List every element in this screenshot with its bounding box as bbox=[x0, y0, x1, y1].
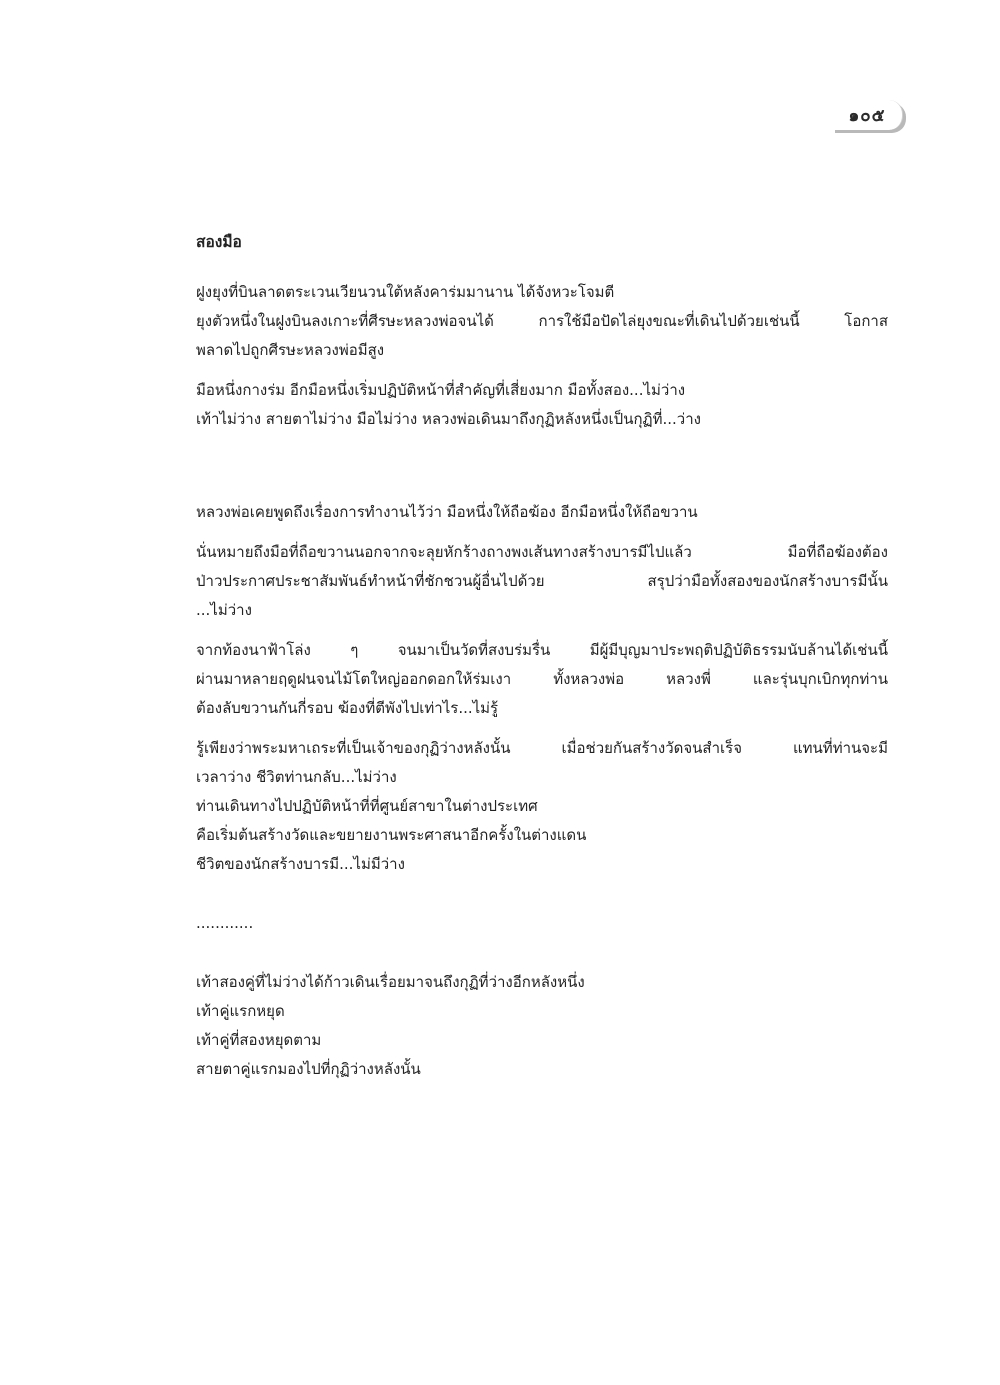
paragraph-3 bbox=[196, 498, 896, 527]
section-separator bbox=[196, 909, 896, 938]
text-line: เวลาว่าง ชีวิตท่านกลับ...ไม่ว่าง bbox=[196, 768, 397, 786]
article-title: สองมือ bbox=[196, 233, 242, 251]
text-line: สายตาคู่แรกมองไปที่กุฏิว่างหลังนั้น bbox=[196, 1060, 421, 1078]
text-line: หลวงพ่อเคยพูดถึงเรื่องการทำงานไว้ว่า มือหนึ่งให้ถือฆ้อง อีกมือหนึ่งให้ถือขวาน bbox=[196, 503, 698, 521]
text-line: ฝูงยุงที่บินลาดตระเวนเวียนวนใต้หลังคาร่มมานาน ได้จังหวะโจมตี bbox=[196, 283, 615, 301]
paragraph-2 bbox=[196, 376, 896, 434]
text-line: เท้าสองคู่ที่ไม่ว่างได้ก้าวเดินเรื่อยมาจนถึงกุฏิที่ว่างอีกหลังหนึ่ง bbox=[196, 973, 585, 991]
text-line: ท่านเดินทางไปปฏิบัติหน้าที่ที่ศูนย์สาขาในต่างประเทศ bbox=[196, 797, 538, 815]
text-line: เท้าคู่แรกหยุด bbox=[196, 1002, 285, 1020]
text-line: คือเริ่มต้นสร้างวัดและขยายงานพระศาสนาอีกครั้งในต่างแดน bbox=[196, 826, 587, 844]
text-line: ...ไม่ว่าง bbox=[196, 601, 252, 619]
text-line: นั่นหมายถึงมือที่ถือขวานนอกจากจะลุยหักร้างถางพงเส้นทางสร้างบารมีไปแล้ว มือที่ถือฆ้องต้อง bbox=[196, 543, 888, 561]
article bbox=[196, 228, 896, 1095]
text-line: เท้าคู่ที่สองหยุดตาม bbox=[196, 1031, 322, 1049]
text-line: ชีวิตของนักสร้างบารมี...ไม่มีว่าง bbox=[196, 855, 405, 873]
text-line: พลาดไปถูกศีรษะหลวงพ่อมีสูง bbox=[196, 341, 385, 359]
page-number-tab bbox=[832, 100, 903, 130]
text-line: ผ่านมาหลายฤดูฝนจนไม้โตใหญ่ออกดอกให้ร่มเงา ทั้งหลวงพ่อ หลวงพี่ และรุ่นบุกเบิกทุกท่าน bbox=[196, 670, 888, 688]
text-line: รู้เพียงว่าพระมหาเถระที่เป็นเจ้าของกุฏิว่างหลังนั้น เมื่อช่วยกันสร้างวัดจนสำเร็จ แทนที่ท่านจะมี bbox=[196, 739, 888, 757]
paragraph-7 bbox=[196, 968, 896, 1084]
text-line: มือหนึ่งกางร่ม อีกมือหนึ่งเริ่มปฏิบัติหน้าที่สำคัญที่เสี่ยงมาก มือทั้งสอง...ไม่ว่าง bbox=[196, 381, 686, 399]
text-line: เท้าไม่ว่าง สายตาไม่ว่าง มือไม่ว่าง หลวงพ่อเดินมาถึงกุฏิหลังหนึ่งเป็นกุฏิที่...ว่าง bbox=[196, 410, 701, 428]
separator-dots: ............ bbox=[196, 914, 254, 932]
text-line: ต้องลับขวานกันกี่รอบ ฆ้องที่ตีพังไปเท่าไร...ไม่รู้ bbox=[196, 699, 499, 717]
text-line: จากท้องนาฟ้าโล่ง ๆ จนมาเป็นวัดที่สงบร่มรื่น มีผู้มีบุญมาประพฤติปฏิบัติธรรมนับล้านได้เช่นนี้ bbox=[196, 641, 888, 659]
text-line: ป่าวประกาศประชาสัมพันธ์ทำหน้าที่ชักชวนผู้อื่นไปด้วย สรุปว่ามือทั้งสองของนักสร้างบารมีนั้น bbox=[196, 572, 888, 590]
page-number: ๑๐๕ bbox=[848, 105, 886, 126]
text-line: ยุงตัวหนึ่งในฝูงบินลงเกาะที่ศีรษะหลวงพ่อจนได้ การใช้มือปัดไล่ยุงขณะที่เดินไปด้วยเช่นนี้ โอกาส bbox=[196, 312, 888, 330]
paragraph-4 bbox=[196, 538, 896, 625]
paragraph-6 bbox=[196, 734, 896, 879]
paragraph-5 bbox=[196, 636, 896, 723]
paragraph-1 bbox=[196, 278, 896, 365]
